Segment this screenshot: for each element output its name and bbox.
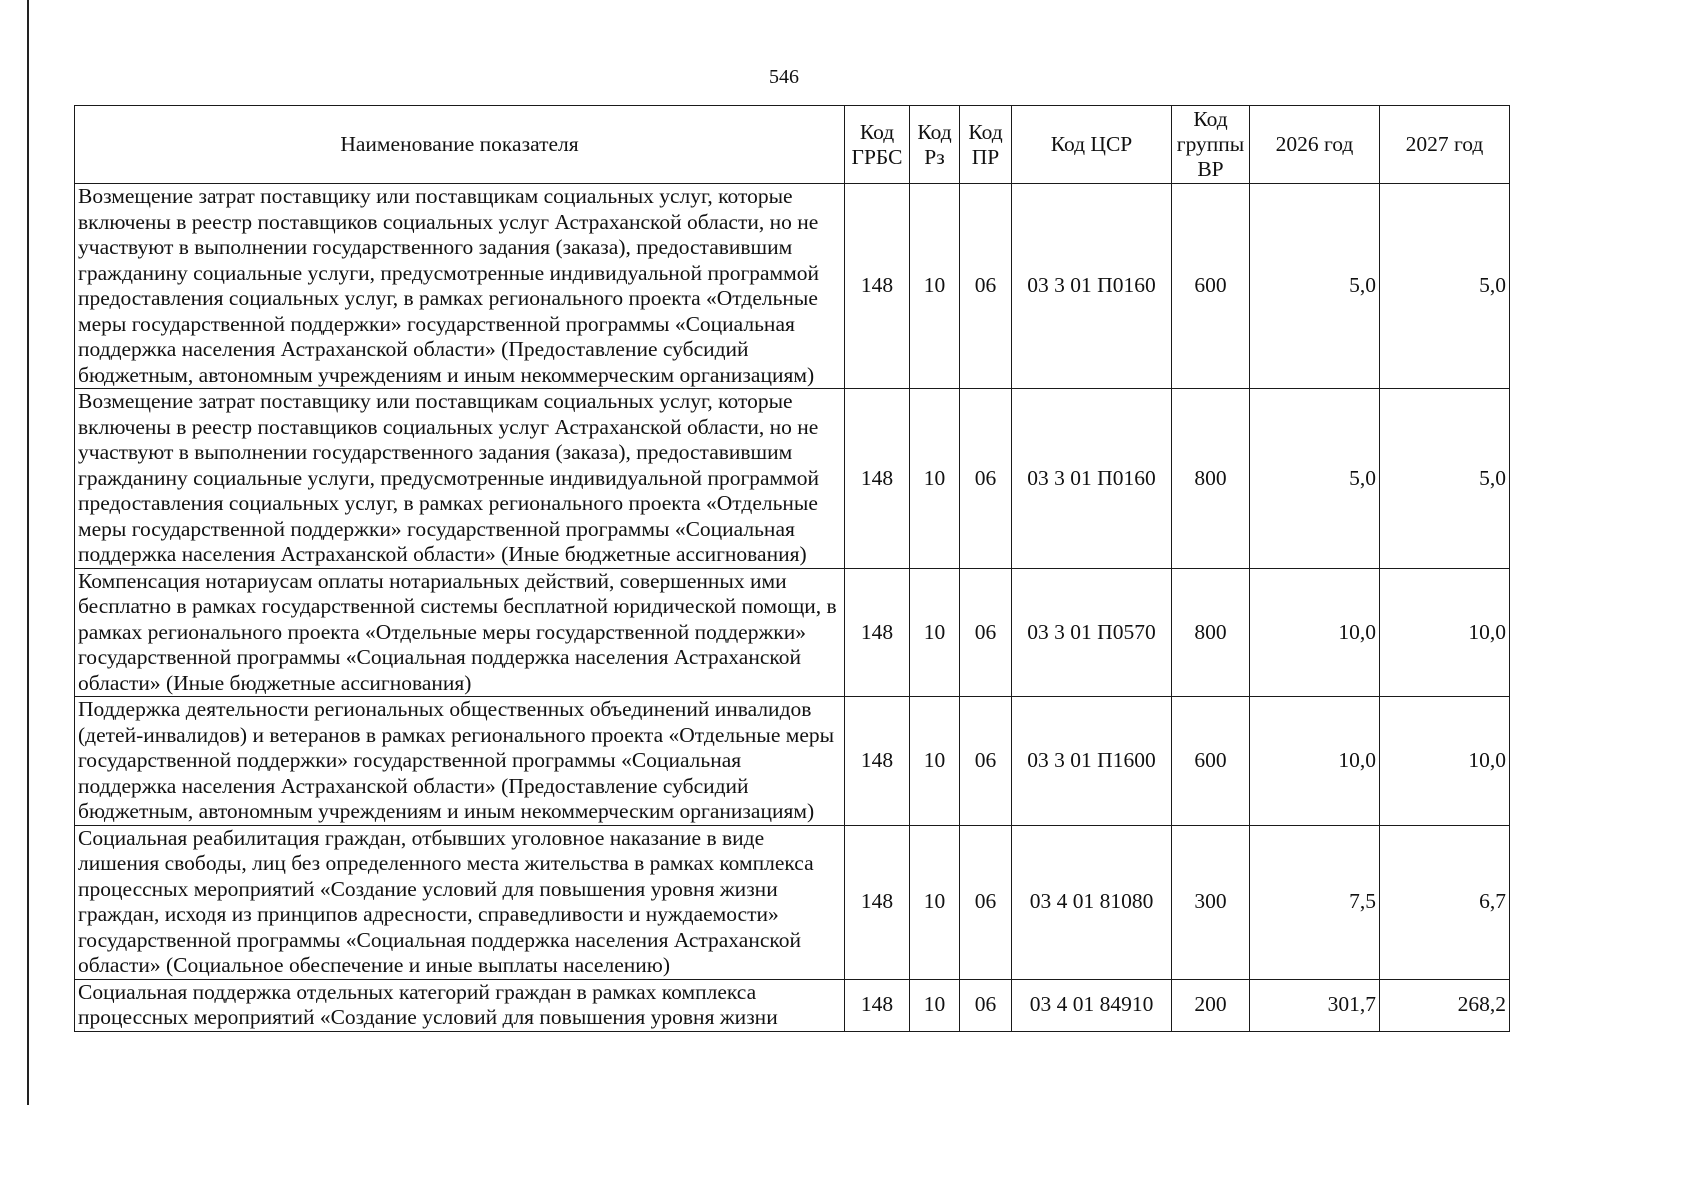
row-pr: 06	[960, 825, 1012, 979]
row-vr: 300	[1172, 825, 1250, 979]
row-vr: 800	[1172, 568, 1250, 697]
row-vr: 200	[1172, 979, 1250, 1031]
row-pr: 06	[960, 568, 1012, 697]
row-grbs: 148	[845, 568, 910, 697]
row-name: Поддержка деятельности региональных общественных объединений инвалидов (детей-инвалидов) и ветеранов в рамках регионального проекта «Отдельные меры государственной поддержки» государственной программы «Социальная поддержка населения Астраханской области» (Предоставление субсидий бюджетным, автономным учреждениям и иным некоммерческим организациям)	[75, 697, 845, 826]
row-csr: 03 4 01 84910	[1012, 979, 1172, 1031]
row-2026: 5,0	[1250, 389, 1380, 569]
table-row	[75, 184, 1510, 389]
row-name: Социальная реабилитация граждан, отбывших уголовное наказание в виде лишения свободы, лиц без определенного места жительства в рамках комплекса процессных мероприятий «Создание условий для повышения уровня жизни граждан, исходя из принципов адресности, справедливости и нуждаемости» государственной программы «Социальная поддержка населения Астраханской области» (Социальное обеспечение и иные выплаты населению)	[75, 825, 845, 979]
binding-line	[27, 0, 29, 1105]
row-name: Возмещение затрат поставщику или поставщикам социальных услуг, которые включены в реестр поставщиков социальных услуг Астраханской области, но не участвуют в выполнении государственного задания (заказа), предоставившим гражданину социальные услуги, предусмотренные индивидуальной программой предоставления социальных услуг, в рамках регионального проекта «Отдельные меры государственной поддержки» государственной программы «Социальная поддержка населения Астраханской области» (Предоставление субсидий бюджетным, автономным учреждениям и иным некоммерческим организациям)	[75, 184, 845, 389]
row-vr: 600	[1172, 184, 1250, 389]
row-vr: 600	[1172, 697, 1250, 826]
row-csr: 03 4 01 81080	[1012, 825, 1172, 979]
row-2026: 10,0	[1250, 697, 1380, 826]
table-row	[75, 568, 1510, 697]
row-name: Возмещение затрат поставщику или поставщикам социальных услуг, которые включены в реестр поставщиков социальных услуг Астраханской области, но не участвуют в выполнении государственного задания (заказа), предоставившим гражданину социальные услуги, предусмотренные индивидуальной программой предоставления социальных услуг, в рамках регионального проекта «Отдельные меры государственной поддержки» государственной программы «Социальная поддержка населения Астраханской области» (Иные бюджетные ассигнования)	[75, 389, 845, 569]
header-csr: Код ЦСР	[1012, 106, 1172, 184]
table-row	[75, 697, 1510, 826]
table-row	[75, 825, 1510, 979]
row-rz: 10	[910, 697, 960, 826]
row-rz: 10	[910, 184, 960, 389]
row-2026: 5,0	[1250, 184, 1380, 389]
row-rz: 10	[910, 825, 960, 979]
header-2027: 2027 год	[1380, 106, 1510, 184]
table-header-row	[75, 106, 1510, 184]
header-pr: Код ПР	[960, 106, 1012, 184]
row-pr: 06	[960, 389, 1012, 569]
row-2027: 10,0	[1380, 697, 1510, 826]
row-csr: 03 3 01 П0570	[1012, 568, 1172, 697]
row-grbs: 148	[845, 697, 910, 826]
row-2027: 5,0	[1380, 184, 1510, 389]
row-rz: 10	[910, 389, 960, 569]
row-2027: 6,7	[1380, 825, 1510, 979]
row-csr: 03 3 01 П0160	[1012, 389, 1172, 569]
row-name: Социальная поддержка отдельных категорий граждан в рамках комплекса процессных мероприятий «Создание условий для повышения уровня жизни	[75, 979, 845, 1031]
row-name: Компенсация нотариусам оплаты нотариальных действий, совершенных ими бесплатно в рамках государственной системы бесплатной юридической помощи, в рамках регионального проекта «Отдельные меры государственной поддержки» государственной программы «Социальная поддержка населения Астраханской области» (Иные бюджетные ассигнования)	[75, 568, 845, 697]
table-row	[75, 389, 1510, 569]
row-grbs: 148	[845, 825, 910, 979]
header-rz: Код Рз	[910, 106, 960, 184]
row-grbs: 148	[845, 389, 910, 569]
row-grbs: 148	[845, 979, 910, 1031]
row-grbs: 148	[845, 184, 910, 389]
budget-table	[74, 105, 1510, 1032]
row-2026: 7,5	[1250, 825, 1380, 979]
header-2026: 2026 год	[1250, 106, 1380, 184]
row-2027: 5,0	[1380, 389, 1510, 569]
table-row	[75, 979, 1510, 1031]
row-csr: 03 3 01 П1600	[1012, 697, 1172, 826]
header-name: Наименование показателя	[75, 106, 845, 184]
header-grbs: Код ГРБС	[845, 106, 910, 184]
row-vr: 800	[1172, 389, 1250, 569]
row-rz: 10	[910, 979, 960, 1031]
row-2027: 268,2	[1380, 979, 1510, 1031]
row-pr: 06	[960, 979, 1012, 1031]
row-2027: 10,0	[1380, 568, 1510, 697]
row-2026: 10,0	[1250, 568, 1380, 697]
row-pr: 06	[960, 184, 1012, 389]
page-number: 546	[769, 66, 799, 88]
row-csr: 03 3 01 П0160	[1012, 184, 1172, 389]
row-pr: 06	[960, 697, 1012, 826]
header-vr: Код группы ВР	[1172, 106, 1250, 184]
row-2026: 301,7	[1250, 979, 1380, 1031]
row-rz: 10	[910, 568, 960, 697]
